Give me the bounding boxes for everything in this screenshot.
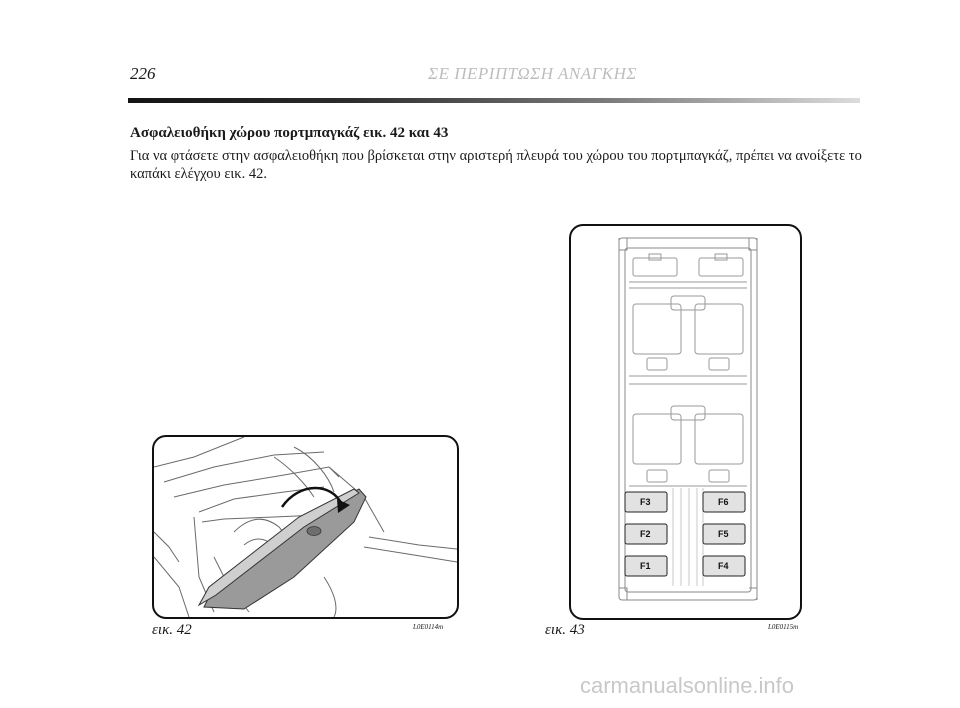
trunk-flap-drawing xyxy=(154,437,457,617)
figure-42-illustration xyxy=(152,435,459,619)
fuse-label-f4: F4 xyxy=(718,561,729,571)
running-header: ΣΕ ΠΕΡΙΠΤΩΣΗ ΑΝΑΓΚΗΣ xyxy=(428,64,637,83)
fuse-label-f3: F3 xyxy=(640,497,651,507)
fuse-label-f5: F5 xyxy=(718,529,729,539)
page-number: 226 xyxy=(130,64,156,83)
fuse-label-f6: F6 xyxy=(718,497,729,507)
figure-42-caption: εικ. 42 xyxy=(152,622,192,638)
figure-43-code: L0E0115m xyxy=(768,623,799,631)
fuse-label-f1: F1 xyxy=(640,561,651,571)
figure-43-caption: εικ. 43 xyxy=(545,622,585,638)
figure-43-illustration xyxy=(569,224,802,620)
section-title: Ασφαλειοθήκη χώρου πορτμπαγκάζ εικ. 42 και 43 xyxy=(130,125,449,141)
fuse-box-drawing xyxy=(571,226,800,618)
figure-42-code: L0E0114m xyxy=(413,623,444,631)
body-paragraph: Για να φτάσετε στην ασφαλειοθήκη που βρίσκεται στην αριστερή πλευρά του χώρου του πορτμπαγκάζ, πρέπει να ανοίξετε το καπάκι ελέγχου εικ. 42. xyxy=(130,148,862,182)
fuse-label-f2: F2 xyxy=(640,529,651,539)
header-rule xyxy=(128,98,860,103)
watermark: carmanualsonline.info xyxy=(580,673,795,698)
